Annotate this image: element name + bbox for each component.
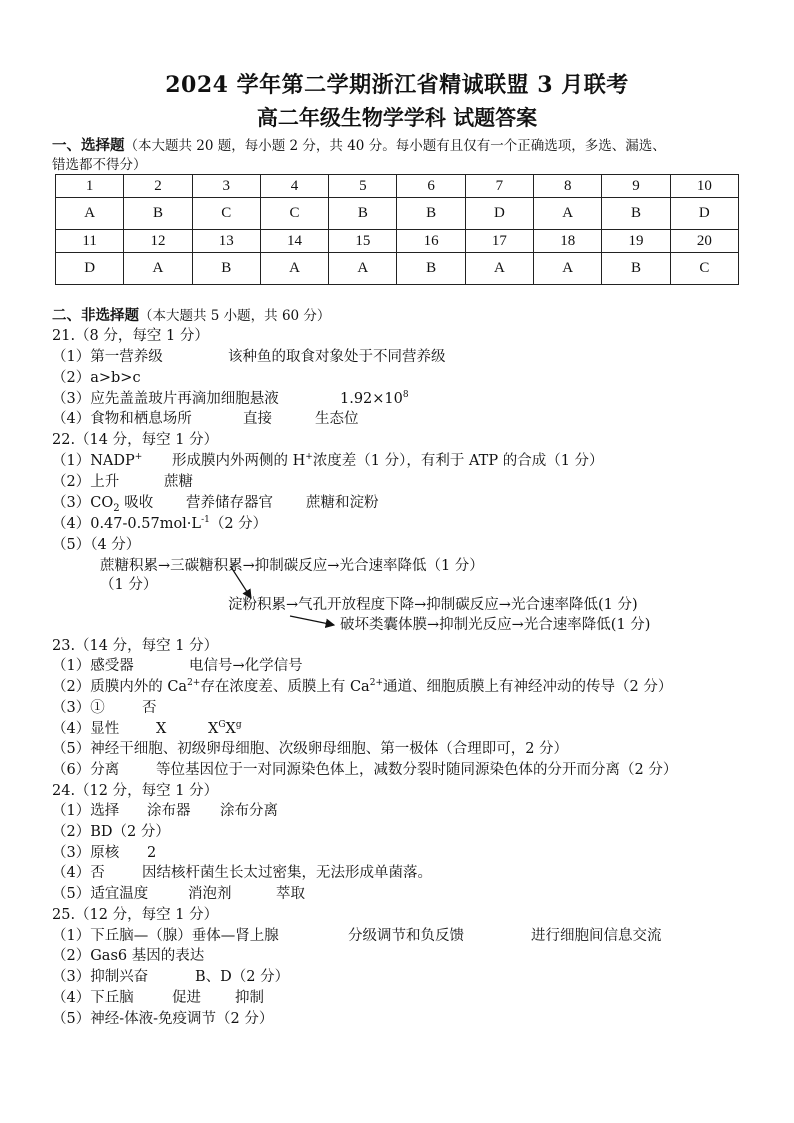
q23-answer-2 [52, 677, 672, 697]
q22-3a-text2: 吸收 [119, 495, 154, 511]
q21-header: 21.（8 分，每空 1 分） [52, 328, 209, 344]
q22-answer-5: （5）（4 分） [52, 537, 141, 553]
q23-2a-sup: 2+ [187, 678, 201, 689]
q23-answer-1 [52, 656, 303, 676]
section1-heading: 一、选择题 [52, 137, 125, 154]
table-cell: B [192, 253, 260, 285]
q23-4a: （4）显性 [52, 721, 120, 737]
q24-1a: （1）选择 [52, 803, 120, 819]
table-cell: B [329, 198, 397, 230]
table-cell: B [124, 198, 192, 230]
q21-1b: 该种鱼的取食对象处于不同营养级 [228, 349, 446, 365]
q25-answer-5: （5）神经-体液-免疫调节（2 分） [52, 1011, 274, 1027]
table-cell: D [465, 198, 533, 230]
q25-1c: 进行细胞间信息交流 [531, 928, 662, 944]
section2-note: （本大题共 5 小题，共 60 分） [139, 308, 331, 324]
q21-answer-2: （2）a>b>c [52, 370, 141, 386]
q23-3a: （3）① [52, 700, 105, 716]
table-cell: 6 [397, 175, 465, 198]
q23-2b: 存在浓度差、质膜上有 Ca [200, 679, 370, 695]
q22-1a-text: （1）NADP [52, 453, 135, 469]
q22-4b: （2 分） [209, 516, 268, 532]
section2-heading: 二、非选择题 [52, 307, 139, 324]
q22-flow-line-2: 淀粉积累→气孔开放程度下降→抑制碳反应→光合速率降低(1 分) [228, 597, 638, 613]
q22-flow-line-3: 破坏类囊体膜→抑制光反应→光合速率降低(1 分) [340, 617, 651, 633]
q21-4b: 直接 [243, 411, 272, 427]
q21-4c: 生态位 [315, 411, 359, 427]
q24-1c: 涂布分离 [220, 803, 278, 819]
table-cell: A [56, 198, 124, 230]
section1-note-line2: 错选都不得分） [52, 157, 147, 173]
q24-5b: 消泡剂 [188, 886, 232, 902]
q25-4a: （4）下丘脑 [52, 990, 134, 1006]
q25-answer-4 [52, 988, 264, 1008]
q25-answer-2: （2）Gas6 基因的表达 [52, 948, 205, 964]
table-cell: B [397, 198, 465, 230]
q25-3a: （3）抑制兴奋 [52, 969, 149, 985]
q22-1c-text: 浓度差（1 分），有利于 ATP 的合成（1 分） [312, 453, 604, 469]
table-cell: D [56, 253, 124, 285]
q21-3b-text: 1.92×10 [340, 391, 403, 407]
table-cell: A [534, 198, 602, 230]
table-cell: 1 [56, 175, 124, 198]
q23-answer-6 [52, 760, 678, 780]
table-cell: 9 [602, 175, 670, 198]
q23-2c: 通道、细胞质膜上有神经冲动的传导（2 分） [383, 679, 673, 695]
q21-3b-sup: 8 [402, 390, 409, 401]
table-cell: A [465, 253, 533, 285]
q22-2b: 蔗糖 [164, 474, 193, 490]
q21-3a: （3）应先盖盖玻片再滴加细胞悬液 [52, 391, 279, 407]
q22-1b-sup: + [305, 452, 313, 463]
q24-3a: （3）原核 [52, 845, 120, 861]
q22-3a-sub: 2 [113, 502, 120, 514]
q22-3c: 蔗糖和淀粉 [306, 495, 379, 511]
table-cell: A [124, 253, 192, 285]
table-cell: 15 [329, 230, 397, 253]
q25-answer-1 [52, 926, 662, 946]
q24-3b: 2 [147, 845, 157, 861]
q23-6a: （6）分离 [52, 762, 120, 778]
section1-note: （本大题共 20 题，每小题 2 分，共 40 分。每小题有且仅有一个正确选项，多选、漏选、 [124, 138, 666, 154]
table-cell: A [260, 253, 328, 285]
table-cell: 2 [124, 175, 192, 198]
q22-header: 22.（14 分，每空 1 分） [52, 432, 219, 448]
q24-4b: 因结核杆菌生长太过密集，无法形成单菌落。 [142, 865, 432, 881]
q22-flow-line-1: 蔗糖积累→三碳糖积累→抑制碳反应→光合速率降低（1 分） [100, 558, 484, 574]
q23-3b: 否 [142, 700, 157, 716]
table-cell: 8 [534, 175, 602, 198]
q23-answer-4 [52, 719, 242, 739]
table-cell: D [670, 198, 738, 230]
q24-5c: 萃取 [276, 886, 305, 902]
q21-4a: （4）食物和栖息场所 [52, 411, 192, 427]
q23-header: 23.（14 分，每空 1 分） [52, 638, 219, 654]
table-cell: 5 [329, 175, 397, 198]
q22-3a-text: （3）CO [52, 495, 114, 511]
table-cell: B [602, 198, 670, 230]
table-cell: 19 [602, 230, 670, 253]
table-cell: 20 [670, 230, 738, 253]
table-cell: 7 [465, 175, 533, 198]
table-cell: 3 [192, 175, 260, 198]
q22-4a: （4）0.47-0.57mol·L [52, 516, 202, 532]
q25-answer-3 [52, 967, 290, 987]
table-cell: 12 [124, 230, 192, 253]
q24-4a: （4）否 [52, 865, 105, 881]
table-cell: 10 [670, 175, 738, 198]
q23-1b: 电信号→化学信号 [189, 658, 303, 674]
q22-flow-line-1-score: （1 分） [100, 577, 158, 593]
q24-answer-5 [52, 884, 305, 904]
q23-answer-3 [52, 698, 157, 718]
q22-1b-text: 形成膜内外两侧的 H [172, 453, 306, 469]
q24-answer-1 [52, 801, 278, 821]
table-cell: B [397, 253, 465, 285]
q21-1a: （1）第一营养级 [52, 349, 163, 365]
q25-4b: 促进 [172, 990, 201, 1006]
q25-3b: B、D（2 分） [195, 969, 290, 985]
table-cell: 17 [465, 230, 533, 253]
q23-6b: 等位基因位于一对同源染色体上，减数分裂时随同源染色体的分开而分离（2 分） [156, 762, 678, 778]
q25-header: 25.（12 分，每空 1 分） [52, 907, 219, 923]
table-cell: C [670, 253, 738, 285]
table-cell: 16 [397, 230, 465, 253]
q25-4c: 抑制 [235, 990, 264, 1006]
q23-4c-x1: X [208, 721, 219, 737]
q23-4b: X [156, 721, 167, 737]
table-cell: 18 [534, 230, 602, 253]
q22-2a: （2）上升 [52, 474, 120, 490]
table-cell: A [534, 253, 602, 285]
q23-1a: （1）感受器 [52, 658, 134, 674]
q24-answer-4 [52, 863, 432, 883]
table-cell: 13 [192, 230, 260, 253]
table-cell: C [260, 198, 328, 230]
q25-1a: （1）下丘脑—（腺）垂体—肾上腺 [52, 928, 279, 944]
q23-4c [208, 719, 242, 739]
table-cell: B [602, 253, 670, 285]
table-cell: 14 [260, 230, 328, 253]
q22-1a-sup: + [134, 452, 143, 463]
q23-4c-sup2: g [235, 720, 242, 731]
q25-1b: 分级调节和负反馈 [348, 928, 464, 944]
q24-answer-2: （2）BD（2 分） [52, 824, 170, 840]
document-subtitle: 高二年级生物学学科 试题答案 [256, 105, 538, 130]
table-cell: 11 [56, 230, 124, 253]
table-cell: A [329, 253, 397, 285]
q23-4c-x2: X [225, 721, 236, 737]
table-cell: C [192, 198, 260, 230]
q24-1b: 涂布器 [147, 803, 191, 819]
q22-4a-sup: -1 [201, 515, 210, 526]
q23-4c-sup1: G [218, 720, 226, 731]
document-title: 2024 学年第二学期浙江省精诚联盟 3 月联考 [165, 72, 629, 98]
table-cell: 4 [260, 175, 328, 198]
q24-5a: （5）适宜温度 [52, 886, 149, 902]
q23-2b-sup: 2+ [369, 678, 383, 689]
q24-answer-3 [52, 843, 157, 863]
q24-header: 24.（12 分，每空 1 分） [52, 783, 219, 799]
q23-2a: （2）质膜内外的 Ca [52, 679, 188, 695]
flow-arrow-1 [231, 567, 251, 598]
q22-3b: 营养储存器官 [186, 495, 273, 511]
q23-answer-5: （5）神经干细胞、初级卵母细胞、次级卵母细胞、第一极体（合理即可，2 分） [52, 741, 569, 757]
flow-arrow-2 [290, 616, 334, 625]
